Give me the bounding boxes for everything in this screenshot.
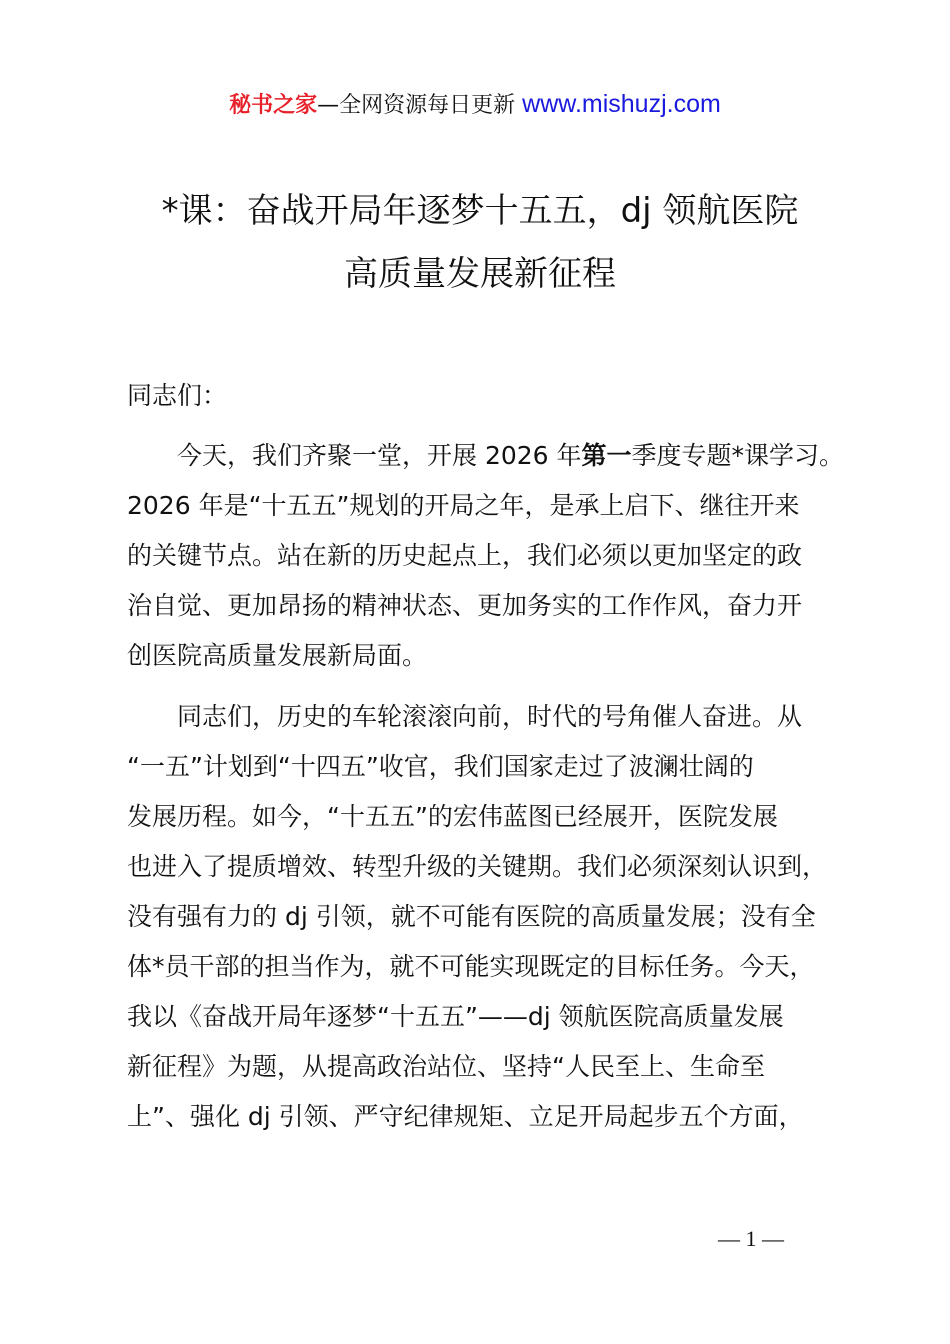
page-number: — 1 — xyxy=(718,1226,784,1251)
site-url-link[interactable]: www.mishuzj.com xyxy=(522,90,721,118)
document-title-line-2: 高质量发展新征程 xyxy=(344,254,616,294)
text-run: 今天，我们齐聚一堂，开展 2026 年 xyxy=(177,441,582,470)
text-run: 季度专题*课学习。 xyxy=(631,441,845,470)
paragraph-line: 的关键节点。站在新的历史起点上，我们必须以更加坚定的政 xyxy=(127,541,803,570)
paragraph-line: 同志们，历史的车轮滚滚向前，时代的号角催人奋进。从 xyxy=(177,702,803,731)
paragraph-line: 治自觉、更加昂扬的精神状态、更加务实的工作作风，奋力开 xyxy=(127,591,803,620)
document-title-line-1: *课：奋战开局年逐梦十五五，dj 领航医院 xyxy=(161,191,799,231)
paragraph-line: 新征程》为题，从提高政治站位、坚持“人民至上、生命至 xyxy=(127,1052,765,1081)
paragraph-line: 发展历程。如今，“十五五”的宏伟蓝图已经展开，医院发展 xyxy=(127,802,778,831)
paragraph-line xyxy=(127,441,867,491)
paragraph-line: 2026 年是“十五五”规划的开局之年，是承上启下、继往开来 xyxy=(127,491,800,520)
paragraph-line: 上”、强化 dj 引领、严守纪律规矩、立足开局起步五个方面， xyxy=(127,1102,804,1131)
salutation: 同志们： xyxy=(127,381,228,410)
paragraph-line: 创医院高质量发展新局面。 xyxy=(127,641,428,670)
slogan: —全网资源每日更新 xyxy=(317,93,523,118)
bold-text-run: 第一 xyxy=(581,441,632,470)
paragraph-1 xyxy=(127,441,867,691)
paragraph-line: 也进入了提质增效、转型升级的关键期。我们必须深刻认识到， xyxy=(127,852,828,881)
paragraph-2 xyxy=(127,702,867,1152)
paragraph-line: 没有强有力的 dj 引领，就不可能有医院的高质量发展；没有全 xyxy=(127,902,816,931)
site-header xyxy=(0,88,950,119)
brand-name: 秘书之家 xyxy=(229,93,318,118)
paragraph-line: 体*员干部的担当作为，就不可能实现既定的目标任务。今天， xyxy=(127,952,815,981)
paragraph-line: “一五”计划到“十四五”收官，我们国家走过了波澜壮阔的 xyxy=(127,752,754,781)
paragraph-line: 我以《奋战开局年逐梦“十五五”——dj 领航医院高质量发展 xyxy=(127,1002,784,1031)
